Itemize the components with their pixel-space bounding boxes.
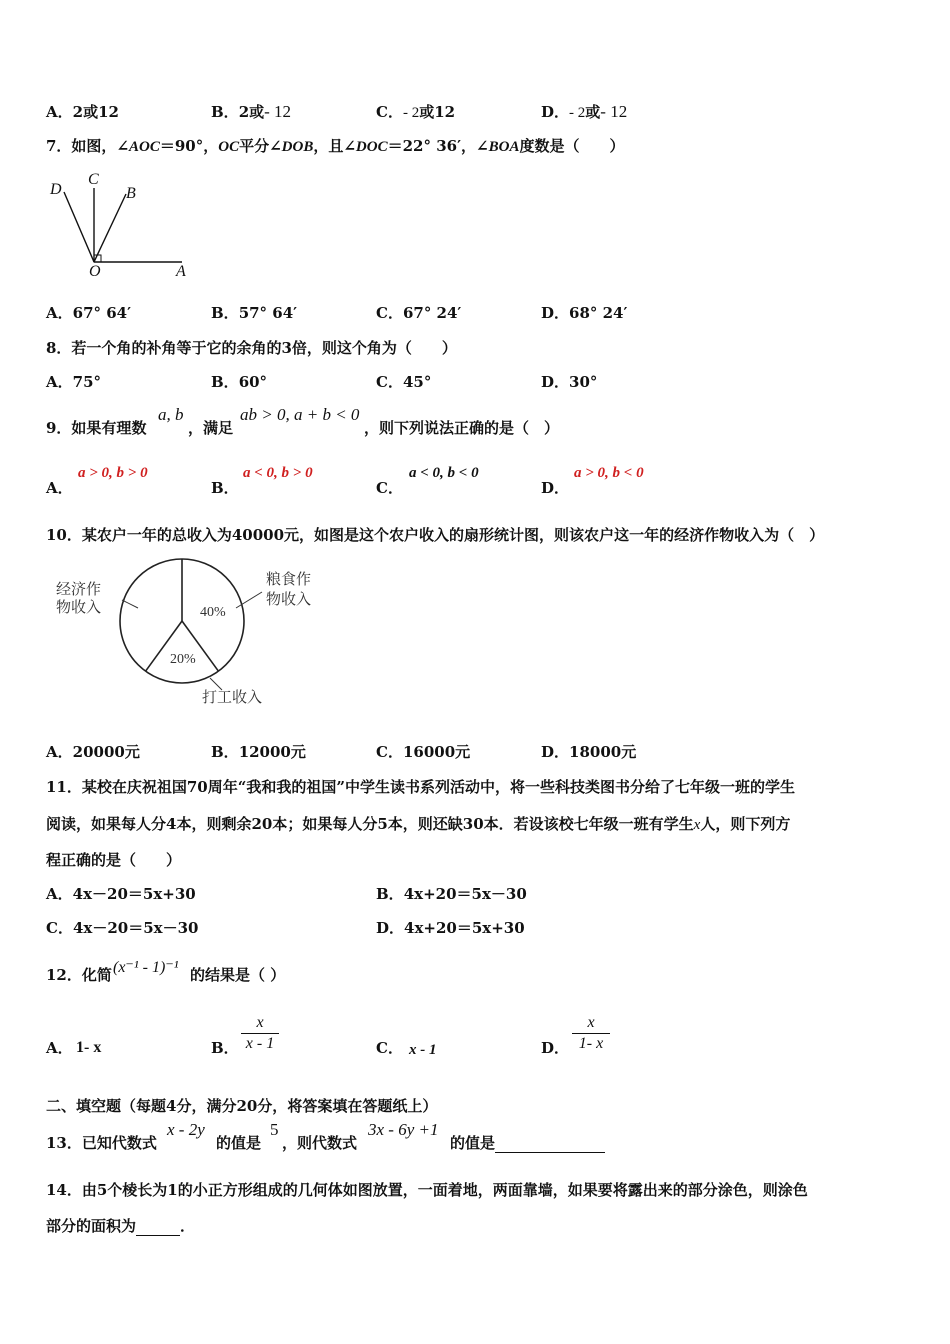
label-liangshi-1: 粮食作 (266, 572, 312, 588)
q9-condition: ab > 0, a + b < 0 (240, 405, 360, 424)
leader-jingji (122, 600, 138, 608)
q12-stem-1: 12．化简 (46, 966, 112, 984)
q14-answer-blank[interactable] (136, 1219, 180, 1236)
q9-option-b: a < 0, b > 0 (243, 465, 313, 481)
q7-option-d: D．68° 24′ (541, 304, 628, 322)
pct-40: 40% (200, 605, 226, 620)
ray-ob (94, 194, 126, 262)
pie-chart (40, 550, 340, 720)
q13-stem-2: 的值是 (216, 1134, 262, 1152)
q6-option-c: C．- 2或12 (376, 103, 456, 121)
label-o: O (89, 263, 101, 280)
q12-expression: (x⁻¹ - 1)⁻¹ (113, 959, 179, 976)
q8-option-d: D．30° (541, 373, 598, 391)
q12-b-denominator: x - 1 (245, 1035, 275, 1052)
q9-option-a: a > 0, b > 0 (78, 465, 148, 481)
q10-option-a: A．20000元 (46, 743, 140, 761)
q11-line-3: 程正确的是（ ） (46, 851, 182, 869)
q13-stem-1: 13．已知代数式 (46, 1134, 157, 1152)
q7-option-c: C．67° 24′ (376, 304, 462, 322)
q12-d-numerator: x (572, 1013, 610, 1034)
label-a: A (176, 263, 186, 280)
q11-option-a: A．4x－20＝5x+30 (46, 885, 196, 903)
q9-option-b-label: B． (211, 479, 239, 497)
q6-option-d: D．- 2或- 12 (541, 102, 628, 121)
q8-option-c: C．45° (376, 373, 432, 391)
angle-figure (44, 168, 194, 280)
q6-option-b: B．2或- 12 (211, 102, 292, 121)
q11-option-c: C．4x－20＝5x－30 (46, 919, 199, 937)
q9-option-a-label: A． (46, 479, 73, 497)
q9-stem-1: 9．如果有理数 (46, 419, 147, 437)
label-liangshi-2: 物收入 (266, 592, 312, 608)
q11-option-d: D．4x+20＝5x+30 (376, 919, 525, 937)
label-jingji-1: 经济作 (56, 582, 102, 598)
q10-stem: 10．某农户一年的总收入为40000元，如图是这个农户收入的扇形统计图，则该农户这一年的经济作物收入为（ ） (46, 526, 825, 544)
q13-answer-blank[interactable] (495, 1136, 605, 1153)
q6-option-a: A．2或12 (46, 103, 119, 121)
label-d: D (50, 181, 62, 198)
q9-stem-3: ，则下列说法正确的是（ ） (364, 419, 560, 437)
q11-line-1: 11．某校在庆祝祖国70周年“我和我的祖国”中学生读书系列活动中，将一些科技类图书分给了七年级一班的学生 (46, 778, 796, 796)
q13-expr-1: x - 2y (167, 1120, 205, 1139)
label-b: B (126, 185, 136, 202)
q12-option-b-fraction (241, 1013, 279, 1054)
q9-var-ab: a, b (158, 405, 184, 424)
q12-option-c: x - 1 (409, 1042, 437, 1058)
q8-option-b: B．60° (211, 373, 268, 391)
q12-option-d-fraction (572, 1013, 610, 1054)
q10-option-d: D．18000元 (541, 743, 637, 761)
q12-option-c-label: C． (376, 1039, 403, 1057)
q12-option-b-label: B． (211, 1039, 239, 1057)
label-c: C (88, 171, 99, 188)
q13-stem-4: 的值是 (450, 1133, 605, 1153)
q9-option-d: a > 0, b < 0 (574, 465, 644, 481)
q8-stem: 8．若一个角的补角等于它的余角的3倍，则这个角为（ ） (46, 339, 457, 357)
pct-20: 20% (170, 652, 196, 667)
q12-option-a-label: A． (46, 1039, 73, 1057)
q7-stem: 7．如图，∠AOC＝90°，OC平分∠DOB，且∠DOC＝22° 36′，∠BOA度数是（ ） (46, 137, 625, 155)
q7-option-a: A．67° 64′ (46, 304, 132, 322)
q13-value: 5 (270, 1120, 279, 1139)
q9-stem-2: ，满足 (188, 419, 234, 437)
q10-option-b: B．12000元 (211, 743, 306, 761)
leader-dagong (210, 678, 222, 690)
q8-option-a: A．75° (46, 373, 102, 391)
q11-option-b: B．4x+20＝5x－30 (376, 885, 527, 903)
q9-option-c-label: C． (376, 479, 403, 497)
section-2-heading: 二、填空题（每题4分，满分20分，将答案填在答题纸上） (46, 1097, 438, 1115)
label-dagong: 打工收入 (202, 690, 263, 706)
q14-line-1: 14．由5个棱长为1的小正方形组成的几何体如图放置，一面着地，两面靠墙，如果要将露出来的部分涂色，则涂色 (46, 1181, 808, 1199)
q9-option-c: a < 0, b < 0 (409, 465, 479, 481)
q7-option-b: B．57° 64′ (211, 304, 298, 322)
ray-od (64, 192, 94, 262)
label-jingji-2: 物收入 (56, 600, 102, 616)
q12-d-denominator: 1- x (578, 1035, 604, 1052)
q13-stem-3: ，则代数式 (282, 1134, 358, 1152)
q11-line-2: 阅读，如果每人分4本，则剩余20本；如果每人分5本，则还缺30本．若设该校七年级一班有学生x人，则下列方 (46, 815, 791, 833)
q13-expr-2: 3x - 6y +1 (368, 1120, 439, 1139)
q9-option-d-label: D． (541, 479, 570, 497)
q14-line-2: 部分的面积为 ． (46, 1217, 196, 1235)
q12-stem-2: 的结果是（ ） (190, 966, 286, 984)
q12-option-a: 1- x (76, 1039, 102, 1056)
q12-option-d-label: D． (541, 1039, 570, 1057)
q10-option-c: C．16000元 (376, 743, 471, 761)
q12-b-numerator: x (241, 1013, 279, 1034)
